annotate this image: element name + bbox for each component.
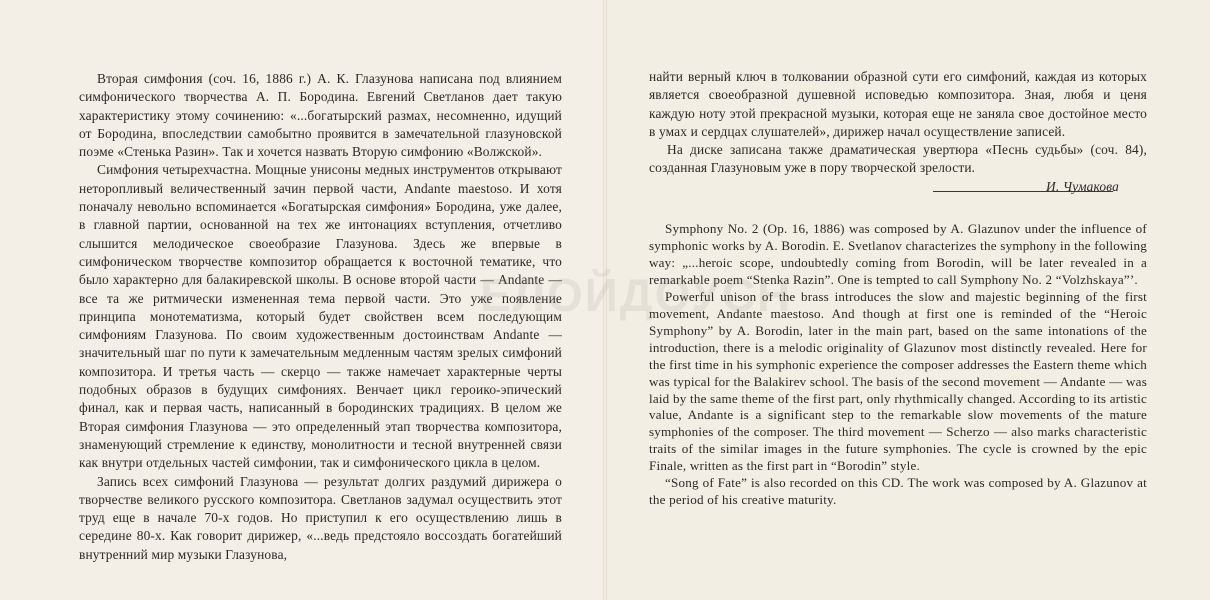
paragraph-movements: Симфония четырехчастна. Мощные унисоны медных инструментов открывают неторопливый величественный зачин первой части, Andante maestoso. И хотя поначалу невольно вспоминается «Богатырская симфония» Бородина, уже далее, в главной партии, основанной на тех же интонациях вступления, отчетливо слышится мелодическое своеобразие Глазунова. Здесь же впервые в симфоническом творчестве композитор обращается к восточной тематике, что было характерно для балакиревской школы. В основе второй части — Andante — все та же ритмически измененная тема первой части. Это уже появление принципа монотематизма, который будет свойствен всем последующим симфониям Глазунова. По своим художественным достоинствам Andante — значительный шаг по пути к замечательным медленным частям зрелых симфоний композитора. И третья часть — скерцо — также намечает характерные черты подобных образов в будущих симфониях. Венчает цикл героико-эпический финал, как и первая часть, написанный в бородинских традициях. В целом же Вторая симфония Глазунова — это определенный этап творчества композитора, знаменующий стремление к единству, монолитности и тесной внутренней связи как внутри отдельных частей симфонии, так и симфонического цикла в целом. <box>79 162 562 471</box>
russian-continuation-column <box>649 68 1147 196</box>
english-paragraph-song-of-fate: “Song of Fate” is also recorded on this CD. The work was composed by A. Glazunov at the period of his creative maturity. <box>649 475 1147 508</box>
english-paragraph-intro: Symphony No. 2 (Op. 16, 1886) was composed by A. Glazunov under the influence of symphonic works by A. Borodin. E. Svetlanov characterizes the symphony in the following way: „...heroic scope, undoubtedly coming from Borodin, will be later revealed in a remarkable poem “Stenka Razin”. One is tempted to call Symphony No. 2 “Volzhskaya”’. <box>649 221 1147 287</box>
russian-text-column <box>79 70 562 564</box>
english-text-column <box>649 221 1147 509</box>
author-signature: И. Чумакова <box>1046 178 1119 194</box>
section-divider <box>933 191 1113 192</box>
page-fold <box>603 0 607 600</box>
paragraph-continuation: найти верный ключ в толковании образной сути его симфоний, каждая из которых является своеобразной душевной исповедью композитора. Зная, любя и ценя каждую ноту этой прекрасной музыки, которая еще не заняла свое достойное место в умах и сердцах слушателей», дирижер начал осуществление записей. <box>649 69 1147 139</box>
paragraph-overture: На диске записана также драматическая увертюра «Песнь судьбы» (соч. 84), созданная Глазуновым уже в пору творческой зрелости. <box>649 142 1147 176</box>
paragraph-intro: Вторая симфония (соч. 16, 1886 г.) А. К. Глазунова написана под влиянием симфонического творчества А. П. Бородина. Евгений Светланов дает такую характеристику этому сочинению: «...богатырский размах, несомненно, идущий от Бородина, впоследствии самобытно проявится в замечательной глазуновской поэме «Стенька Разин». Так и хочется назвать Вторую симфонию «Волжской». <box>79 71 562 160</box>
paragraph-recording: Запись всех симфоний Глазунова — результат долгих раздумий дирижера о творчестве великого русского композитора. Светланов задумал осуществить этот труд еще в начале 70-х годов. Но приступил к его осуществлению лишь в середине 80-х. Как говорит дирижер, «...ведь предстояло воссоздать богатейший внутренний мир музыки Глазунова, <box>79 473 562 562</box>
english-paragraph-movements: Powerful unison of the brass introduces the slow and majestic beginning of the first movement, Andante maestoso. And though at first one is reminded of the “Heroic Symphony” by A. Borodin, later in the main part, based on the same intonations of the introduction, there is a melodic originality of Glazunov most distinctly revealed. Here for the first time in his symphonic experience the composer addresses the Eastern theme which was typical for the Balakirev school. The basis of the second movement — Andante — was laid by the same theme of the first part, only rhythmically changed. According to its artistic value, Andante is a significant step to the remarkable slow movements of the mature symphonies of the composer. The third movement — Scherzo — also marks characteristic traits of the similar images in the future symphonies. The cycle is crowned by the epic Finale, written as the first part in “Borodin” style. <box>649 288 1147 474</box>
